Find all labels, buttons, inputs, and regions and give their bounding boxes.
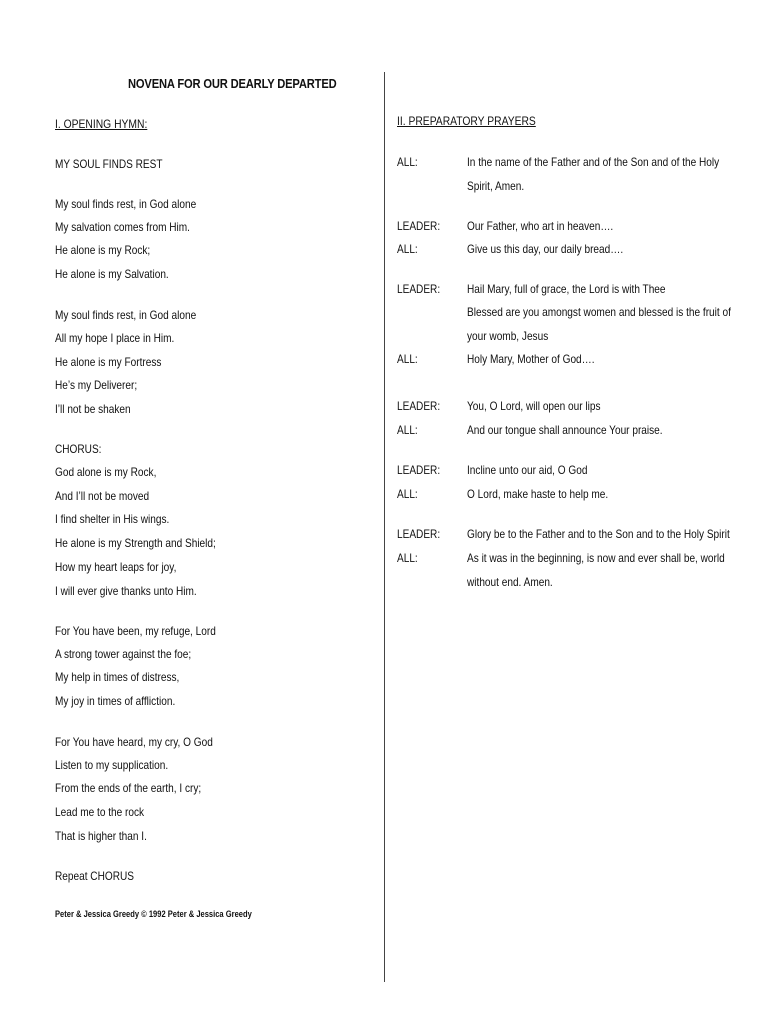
hymn-line: He’s my Deliverer; <box>55 378 138 392</box>
hymn-line: My salvation comes from Him. <box>55 220 190 234</box>
hymn-line: A strong tower against the foe; <box>55 647 192 661</box>
hymn-line: I’ll not be shaken <box>55 402 131 416</box>
prayer-line: In the name of the Father and of the Son and of the Holy <box>467 155 720 169</box>
chorus-line: God alone is my Rock, <box>55 465 157 479</box>
speaker-label: LEADER: <box>397 527 441 541</box>
speaker-label: ALL: <box>397 352 418 366</box>
speaker-label: ALL: <box>397 423 418 437</box>
hymn-line: My soul finds rest, in God alone <box>55 197 197 211</box>
prayer-line: Spirit, Amen. <box>467 179 525 193</box>
page-title: NOVENA FOR OUR DEARLY DEPARTED <box>128 76 337 91</box>
repeat-chorus: Repeat CHORUS <box>55 869 134 883</box>
chorus-label: CHORUS: <box>55 442 102 456</box>
hymn-title: MY SOUL FINDS REST <box>55 157 163 171</box>
chorus-line: I will ever give thanks unto Him. <box>55 584 197 598</box>
prayer-line: your womb, Jesus <box>467 329 549 343</box>
speaker-label: ALL: <box>397 242 418 256</box>
preparatory-prayers-heading: II. PREPARATORY PRAYERS <box>397 114 536 128</box>
hymn-line: Lead me to the rock <box>55 805 145 819</box>
hymn-line: He alone is my Fortress <box>55 355 162 369</box>
chorus-line: And I’ll not be moved <box>55 489 150 503</box>
prayer-line: Hail Mary, full of grace, the Lord is with Thee <box>467 282 666 296</box>
prayer-line: O Lord, make haste to help me. <box>467 487 609 501</box>
prayer-line: Holy Mary, Mother of God…. <box>467 352 595 366</box>
prayer-line: without end. Amen. <box>467 575 553 589</box>
hymn-line: For You have heard, my cry, O God <box>55 735 213 749</box>
prayer-line: Glory be to the Father and to the Son and to the Holy Spirit <box>467 527 730 541</box>
speaker-label: LEADER: <box>397 282 441 296</box>
hymn-line: My soul finds rest, in God alone <box>55 308 197 322</box>
copyright-credit: Peter & Jessica Greedy © 1992 Peter & Jessica Greedy <box>55 909 252 919</box>
hymn-line: That is higher than I. <box>55 829 147 843</box>
prayer-line: Our Father, who art in heaven…. <box>467 219 614 233</box>
hymn-line: Listen to my supplication. <box>55 758 169 772</box>
opening-hymn-heading: I. OPENING HYMN: <box>55 117 148 131</box>
prayer-line: And our tongue shall announce Your praise. <box>467 423 663 437</box>
chorus-line: I find shelter in His wings. <box>55 512 170 526</box>
hymn-line: He alone is my Salvation. <box>55 267 169 281</box>
column-divider <box>384 72 385 982</box>
speaker-label: LEADER: <box>397 399 441 413</box>
prayer-line: Give us this day, our daily bread…. <box>467 242 624 256</box>
hymn-line: From the ends of the earth, I cry; <box>55 781 202 795</box>
hymn-line: All my hope I place in Him. <box>55 331 175 345</box>
chorus-line: He alone is my Strength and Shield; <box>55 536 216 550</box>
speaker-label: ALL: <box>397 551 418 565</box>
hymn-line: My help in times of distress, <box>55 670 180 684</box>
speaker-label: ALL: <box>397 155 418 169</box>
speaker-label: LEADER: <box>397 463 441 477</box>
hymn-line: For You have been, my refuge, Lord <box>55 624 216 638</box>
prayer-line: Incline unto our aid, O God <box>467 463 588 477</box>
hymn-line: My joy in times of affliction. <box>55 694 176 708</box>
chorus-line: How my heart leaps for joy, <box>55 560 177 574</box>
prayer-line: You, O Lord, will open our lips <box>467 399 601 413</box>
speaker-label: ALL: <box>397 487 418 501</box>
prayer-line: Blessed are you amongst women and blessed is the fruit of <box>467 305 731 319</box>
prayer-line: As it was in the beginning, is now and ever shall be, world <box>467 551 725 565</box>
hymn-line: He alone is my Rock; <box>55 243 151 257</box>
speaker-label: LEADER: <box>397 219 441 233</box>
